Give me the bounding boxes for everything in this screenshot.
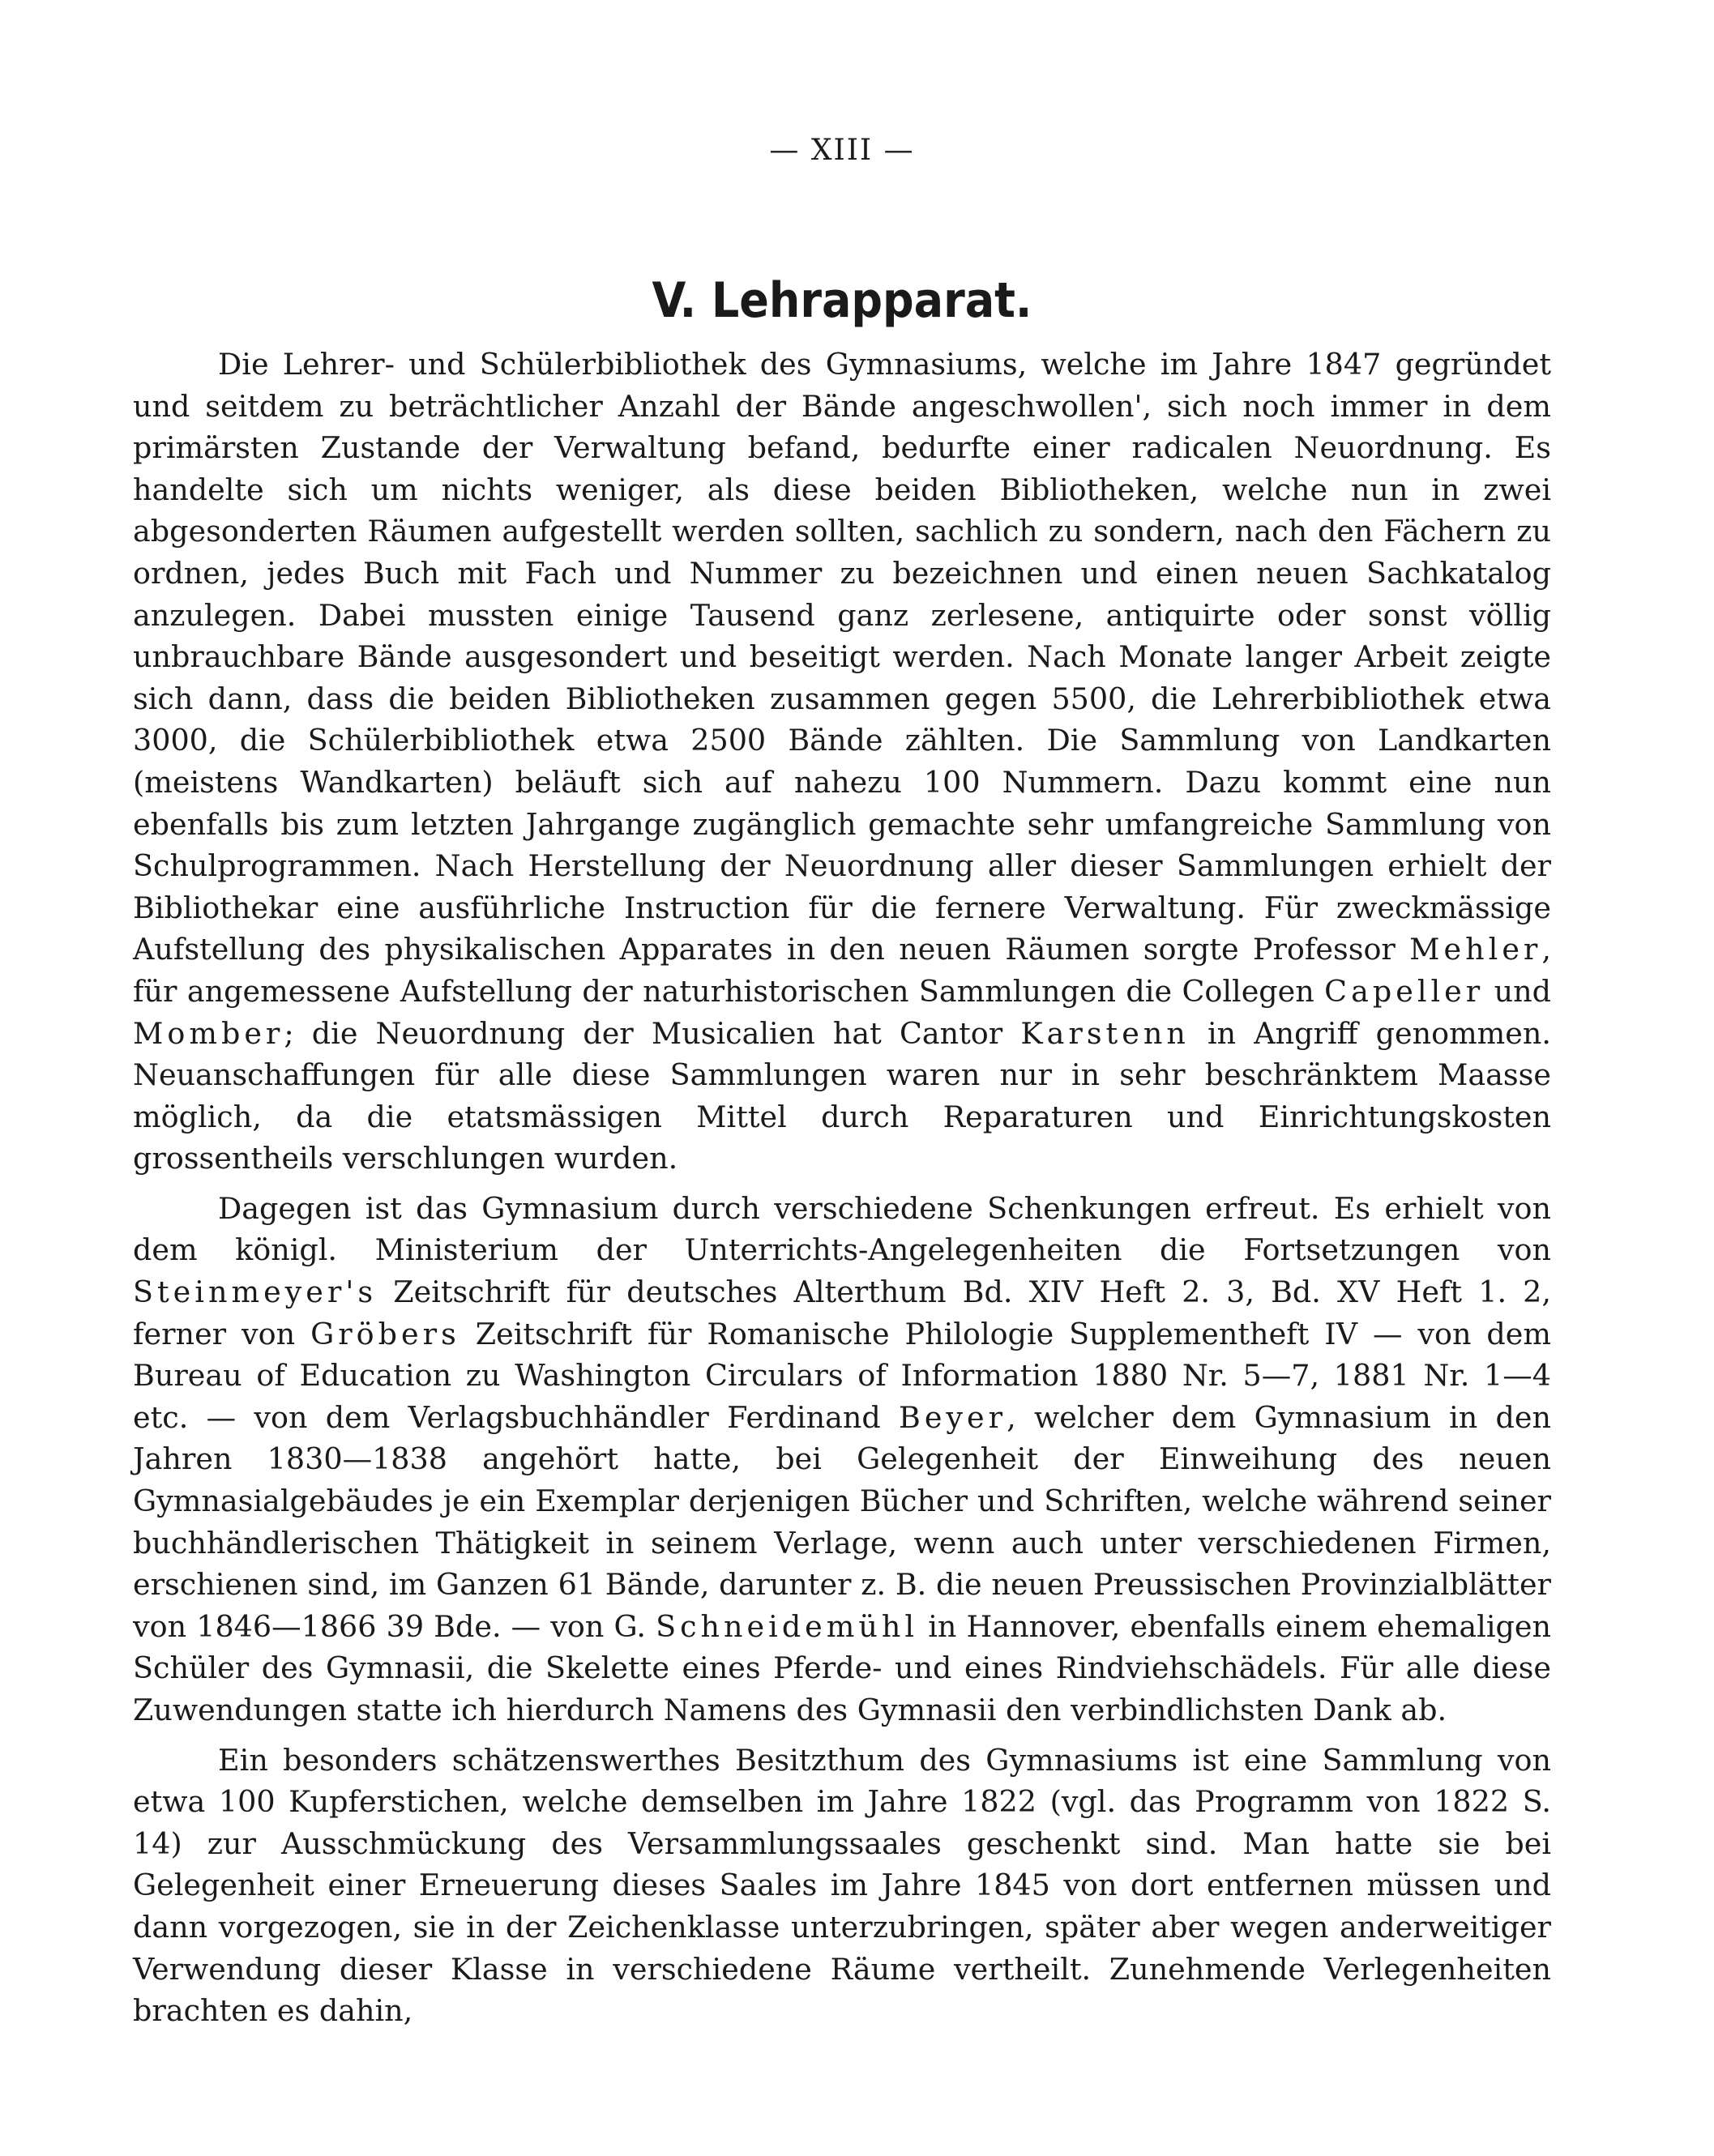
text-run: , für angemessene Aufstellung der naturhistorischen Sammlungen die Collegen xyxy=(133,932,1551,1009)
text-run: , welcher dem Gymnasium in den Jahren 1830—1838 angehört hatte, bei Gelegenheit der Einweihung des neuen Gymnasialgebäudes je ein Exemplar derjenigen Bücher und Schriften, welche während seiner buchhändlerischen Thätigkeit in seinem Verlage, wenn auch unter verschiedenen Firmen, erschienen sind, im Ganzen 61 Bände, darunter z. B. die neuen Preussischen Provinzialblätter von 1846—1866 39 Bde. — von G. xyxy=(133,1399,1552,1644)
paragraph-donations xyxy=(133,1188,1551,1731)
section-title: V. Lehrapparat. xyxy=(652,272,1032,329)
person-name: Mehler xyxy=(1409,932,1542,967)
person-name: Beyer xyxy=(899,1399,1007,1435)
document-page xyxy=(133,134,1551,2040)
text-run: Dagegen ist das Gymnasium durch verschiedene Schenkungen erfreut. Es erhielt von dem königl. Ministerium der Unterrichts-Angelegenheiten die Fortsetzungen von xyxy=(133,1190,1551,1268)
person-name: Schneidemühl xyxy=(656,1608,919,1644)
person-name: Capeller xyxy=(1324,973,1485,1009)
text-run: in Hannover, ebenfalls einem ehemaligen Schüler des Gymnasii, die Skelette eines Pferde- und eines Rindviehschädels. Für alle diese Zuwendungen statte ich hierdurch Namens des Gymnasii den verbindlichsten Dank ab. xyxy=(133,1608,1551,1727)
page-number: — XIII — xyxy=(769,134,915,167)
text-run: Zeitschrift für deutsches Alterthum Bd. XIV Heft 2. 3, Bd. XV Heft 1. 2, ferner von xyxy=(133,1274,1551,1351)
text-run: Zeitschrift für Romanische Philologie Supplementheft IV — von dem Bureau of Education zu Washington Circulars of Information 1880 Nr. 5—7, 1881 Nr. 1—4 etc. — von dem Verlagsbuchhändler Ferdinand xyxy=(133,1316,1552,1435)
person-name: Karstenn xyxy=(1020,1015,1190,1051)
paragraph-library xyxy=(133,344,1551,1180)
text-run: und xyxy=(1484,973,1552,1009)
person-name: Gröbers xyxy=(310,1316,460,1351)
person-name: Steinmeyer's xyxy=(133,1274,378,1310)
text-run: ; die Neuordnung der Musicalien hat Cantor xyxy=(284,1015,1021,1051)
text-run: Ein besonders schätzenswerthes Besitzthum des Gymnasiums ist eine Sammlung von etwa 100 Kupferstichen, welche demselben im Jahre 1822 (vgl. das Programm von 1822 S. 14) zur Ausschmückung des Versammlungssaales geschenkt sind. Man hatte sie bei Gelegenheit einer Erneuerung dieses Saales im Jahre 1845 von dort entfernen müssen und dann vorgezogen, sie in der Zeichenklasse unterzubringen, später aber wegen anderweitiger Verwendung dieser Klasse in verschiedene Räume vertheilt. Zunehmende Verlegenheiten brachten es dahin, xyxy=(133,1742,1551,2029)
paragraph-engravings xyxy=(133,1740,1551,2032)
text-run: Die Lehrer- und Schülerbibliothek des Gymnasiums, welche im Jahre 1847 gegründet und seitdem zu beträchtlicher Anzahl der Bände angeschwollen', sich noch immer in dem primärsten Zustande der Verwaltung befand, bedurfte einer radicalen Neuordnung. Es handelte sich um nichts weniger, als diese beiden Bibliotheken, welche nun in zwei abgesonderten Räumen aufgestellt werden sollten, sachlich zu sondern, nach den Fächern zu ordnen, jedes Buch mit Fach und Nummer zu bezeichnen und einen neuen Sachkatalog anzulegen. Dabei mussten einige Tausend ganz zerlesene, antiquirte oder sonst völlig unbrauchbare Bände ausgesondert und beseitigt werden. Nach Monate langer Arbeit zeigte sich dann, dass die beiden Bibliotheken zusammen gegen 5500, die Lehrerbibliothek etwa 3000, die Schülerbibliothek etwa 2500 Bände zählten. Die Sammlung von Landkarten (meistens Wandkarten) beläuft sich auf nahezu 100 Nummern. Dazu kommt eine nun ebenfalls bis zum letzten Jahrgange zugänglich gemachte sehr umfangreiche Sammlung von Schulprogrammen. Nach Herstellung der Neuordnung aller dieser Sammlungen erhielt der Bibliothekar eine ausführliche Instruction für die fernere Verwaltung. Für zweckmässige Aufstellung des physikalischen Apparates in den neuen Räumen sorgte Professor xyxy=(133,347,1551,967)
person-name: Momber xyxy=(133,1015,284,1051)
text-run: in Angriff genommen. Neuanschaffungen für alle diese Sammlungen waren nur in sehr beschränktem Maasse möglich, da die etatsmässigen Mittel durch Reparaturen und Einrichtungskosten grossentheils verschlungen wurden. xyxy=(133,1015,1551,1176)
